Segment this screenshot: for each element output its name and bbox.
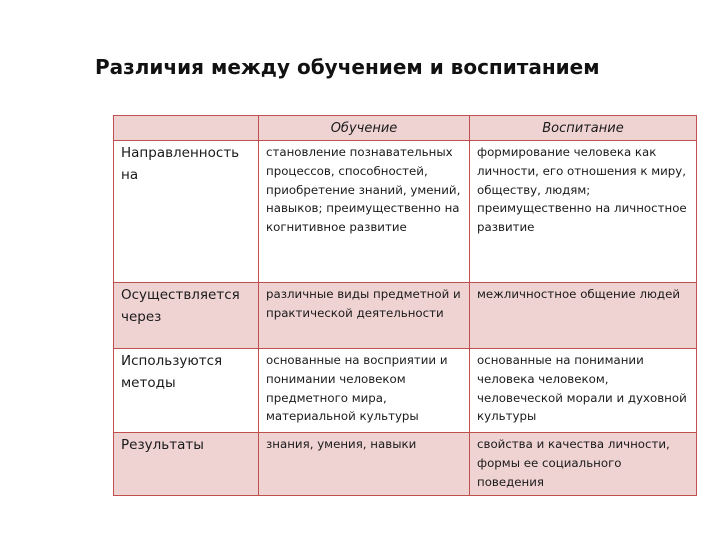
row-label-methods: Используются методы (114, 349, 259, 433)
header-empty-cell (114, 116, 259, 141)
learning-results: знания, умения, навыки (259, 433, 470, 496)
slide-title: Различия между обучением и воспитанием (95, 55, 600, 79)
table-row-methods (114, 349, 697, 433)
header-upbringing: Воспитание (470, 116, 697, 141)
learning-methods: основанные на восприятии и понимании человеком предметного мира, материальной культуры (259, 349, 470, 433)
table-header-row (114, 116, 697, 141)
header-learning: Обучение (259, 116, 470, 141)
upbringing-means: межличностное общение людей (470, 283, 697, 349)
table-row-results (114, 433, 697, 496)
learning-direction: становление познавательных процессов, способностей, приобретение знаний, умений, навыков; преимущественно на когнитивное развитие (259, 141, 470, 283)
row-label-results: Результаты (114, 433, 259, 496)
learning-means: различные виды предметной и практической деятельности (259, 283, 470, 349)
table-row-means (114, 283, 697, 349)
upbringing-results: свойства и качества личности, формы ее социального поведения (470, 433, 697, 496)
row-label-means: Осуществляется через (114, 283, 259, 349)
table-row-direction (114, 141, 697, 283)
row-label-direction: Направленность на (114, 141, 259, 283)
comparison-table (113, 115, 697, 496)
upbringing-direction: формирование человека как личности, его отношения к миру, обществу, людям; преимущественно на личностное развитие (470, 141, 697, 283)
upbringing-methods: основанные на понимании человека человеком, человеческой морали и духовной культуры (470, 349, 697, 433)
